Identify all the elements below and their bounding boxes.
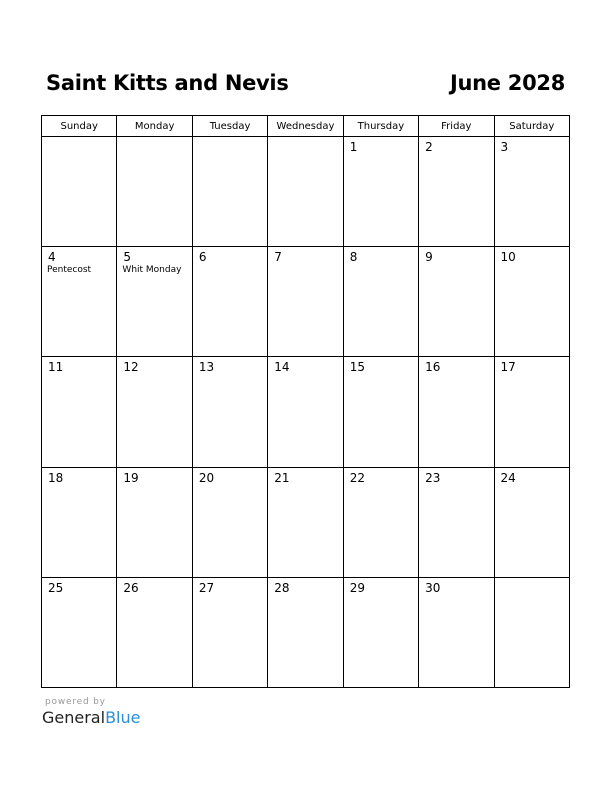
- weekday-friday: Friday: [419, 116, 494, 137]
- calendar-grid: [41, 115, 570, 688]
- day-cell: [192, 137, 267, 247]
- day-cell: [419, 467, 494, 577]
- day-cell: [343, 577, 418, 687]
- day-number: 25: [48, 580, 64, 595]
- day-cell: [268, 577, 343, 687]
- week-row: [42, 577, 570, 687]
- day-cell: [42, 357, 117, 467]
- day-number: 5: [123, 250, 132, 265]
- day-cell: [419, 137, 494, 247]
- day-number: 30: [425, 580, 441, 595]
- day-cell: [192, 467, 267, 577]
- day-number: 17: [500, 360, 516, 375]
- brand-general: General: [42, 708, 106, 727]
- day-number: 12: [123, 360, 139, 375]
- generalblue-logo[interactable]: [42, 708, 140, 727]
- day-cell: [494, 467, 569, 577]
- day-cell: [494, 357, 569, 467]
- day-cell: [117, 357, 192, 467]
- calendar-country-title: Saint Kitts and Nevis: [46, 71, 289, 95]
- powered-by-label: powered by: [45, 697, 106, 707]
- day-cell: [343, 467, 418, 577]
- day-number: 24: [500, 470, 516, 485]
- day-number: 19: [123, 470, 139, 485]
- day-number: 13: [198, 360, 215, 375]
- day-cell: [117, 577, 192, 687]
- day-number: 6: [198, 250, 207, 265]
- day-cell: [117, 247, 192, 357]
- day-cell: [343, 357, 418, 467]
- day-cell: [117, 137, 192, 247]
- day-number: 16: [425, 360, 441, 375]
- day-number: 4: [48, 250, 56, 265]
- holiday-label: Pentecost: [47, 265, 92, 276]
- day-cell: [268, 357, 343, 467]
- day-number: 2: [425, 140, 433, 154]
- brand-blue: Blue: [105, 708, 141, 727]
- day-cell: [117, 467, 192, 577]
- day-cell: [343, 247, 418, 357]
- day-cell: [343, 137, 418, 247]
- week-row: [42, 357, 570, 467]
- day-cell: [419, 577, 494, 687]
- day-number: 20: [198, 470, 215, 485]
- week-row: [42, 247, 570, 357]
- day-number: 29: [349, 580, 365, 595]
- weekday-wednesday: Wednesday: [268, 116, 343, 137]
- day-number: 1: [349, 140, 358, 154]
- weekday-tuesday: Tuesday: [192, 116, 267, 137]
- day-number: 28: [274, 580, 290, 595]
- day-cell: [42, 247, 117, 357]
- day-number: 26: [123, 580, 139, 595]
- weekday-monday: Monday: [117, 116, 192, 137]
- day-cell: [494, 577, 569, 687]
- day-cell: [419, 357, 494, 467]
- day-number: 8: [349, 250, 358, 265]
- weekday-header-row: [42, 116, 570, 137]
- day-number: 9: [425, 250, 433, 265]
- day-cell: [42, 467, 117, 577]
- weekday-saturday: Saturday: [494, 116, 569, 137]
- weekday-thursday: Thursday: [343, 116, 418, 137]
- day-number: 10: [500, 250, 516, 265]
- day-number: 14: [274, 360, 290, 375]
- day-cell: [494, 137, 569, 247]
- weekday-sunday: Sunday: [42, 116, 117, 137]
- calendar-month-title: June 2028: [449, 71, 565, 95]
- holiday-label: Whit Monday: [122, 265, 182, 276]
- day-cell: [494, 247, 569, 357]
- day-number: 7: [274, 250, 282, 265]
- day-number: 23: [425, 470, 441, 485]
- week-row: [42, 467, 570, 577]
- day-number: 27: [198, 580, 215, 595]
- day-number: 18: [48, 470, 64, 485]
- day-cell: [192, 247, 267, 357]
- day-cell: [419, 247, 494, 357]
- day-cell: [192, 357, 267, 467]
- day-cell: [42, 577, 117, 687]
- day-cell: [268, 247, 343, 357]
- day-number: 11: [48, 360, 64, 375]
- day-cell: [268, 467, 343, 577]
- day-number: 21: [274, 470, 290, 485]
- day-number: 15: [349, 360, 365, 375]
- week-row: [42, 137, 570, 247]
- day-number: 3: [500, 140, 509, 154]
- day-cell: [42, 137, 117, 247]
- day-cell: [192, 577, 267, 687]
- day-number: 22: [349, 470, 365, 485]
- day-cell: [268, 137, 343, 247]
